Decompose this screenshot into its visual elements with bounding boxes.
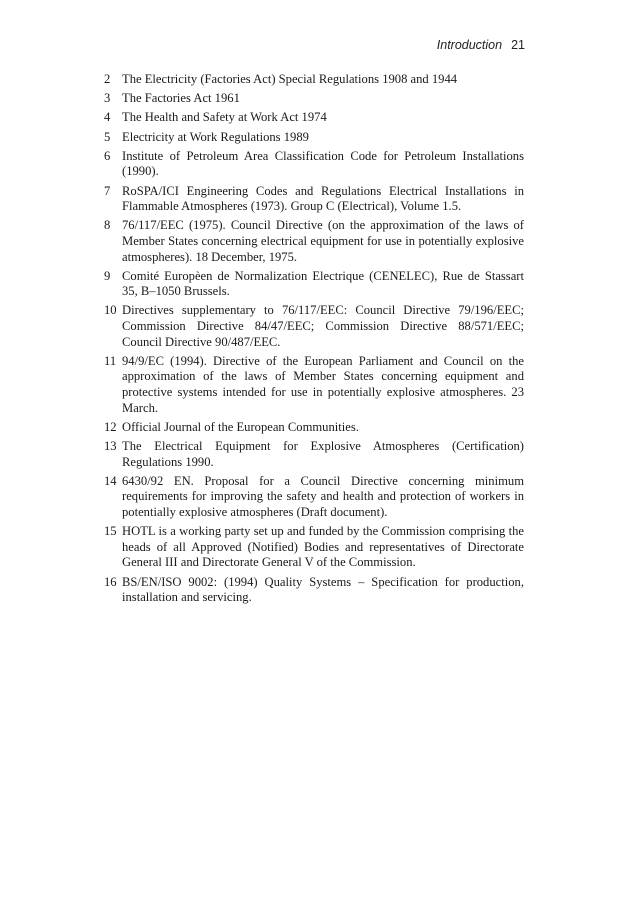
reference-item — [104, 91, 524, 107]
reference-item — [104, 354, 524, 416]
reference-text: The Health and Safety at Work Act 1974 — [122, 110, 327, 125]
reference-item — [104, 524, 524, 571]
reference-item — [104, 439, 524, 470]
reference-item — [104, 218, 524, 265]
reference-number: 14 — [104, 473, 117, 488]
reference-item — [104, 149, 524, 180]
reference-number: 7 — [104, 183, 111, 198]
reference-text: 94/9/EC (1994). Directive of the European Parliament and Council on the approximation of the laws of Member States concerning equipment and protective systems intended for use in potentially explosive atmospheres. 23 March. — [122, 353, 524, 415]
reference-text: Institute of Petroleum Area Classification Code for Petroleum Installations (1990). — [122, 148, 524, 179]
reference-item — [104, 184, 524, 215]
reference-number: 15 — [104, 524, 117, 539]
reference-number: 13 — [104, 439, 117, 453]
reference-number: 10 — [104, 303, 117, 318]
reference-text: The Factories Act 1961 — [122, 91, 240, 106]
reference-text: Electricity at Work Regulations 1989 — [122, 129, 309, 144]
reference-item — [104, 303, 524, 350]
reference-number: 6 — [104, 148, 111, 163]
reference-number: 8 — [104, 218, 111, 233]
reference-text: Directives supplementary to 76/117/EEC: Council Directive 79/196/EEC; Commission Directive 84/47/EEC; Commission Directive 88/571/EEC; Council Directive 90/487/EEC. — [122, 303, 524, 349]
reference-list — [104, 72, 524, 609]
reference-number: 3 — [104, 91, 111, 106]
reference-number: 4 — [104, 110, 111, 125]
reference-text: The Electrical Equipment for Explosive Atmospheres (Certification) Regulations 1990. — [122, 439, 524, 469]
reference-number: 2 — [104, 72, 111, 86]
reference-text: BS/EN/ISO 9002: (1994) Quality Systems – Specification for production, installation and servicing. — [122, 574, 524, 605]
reference-text: 6430/92 EN. Proposal for a Council Directive concerning minimum requirements for improving the safety and health and protection of workers in potentially explosive atmospheres (Draft document). — [122, 473, 524, 519]
reference-number: 9 — [104, 268, 111, 283]
reference-text: 76/117/EEC (1975). Council Directive (on the approximation of the laws of Member States concerning electrical equipment for use in potentially explosive atmospheres). 18 December, 1975. — [122, 218, 524, 264]
reference-number: 5 — [104, 129, 111, 144]
reference-item — [104, 575, 524, 606]
reference-item — [104, 72, 524, 88]
reference-item — [104, 474, 524, 521]
reference-text: Comité Europèen de Normalization Electrique (CENELEC), Rue de Stassart 35, B–1050 Brussels. — [122, 268, 524, 299]
reference-text: HOTL is a working party set up and funded by the Commission comprising the heads of all Approved (Notified) Bodies and representatives of Directorate General III and Directorate General V of the Commission. — [122, 524, 524, 570]
reference-item — [104, 110, 524, 126]
reference-item — [104, 269, 524, 300]
running-header — [437, 38, 525, 52]
reference-number: 12 — [104, 419, 117, 434]
header-section-title: Introduction — [436, 38, 503, 52]
reference-item — [104, 130, 524, 146]
reference-text: Official Journal of the European Communities. — [122, 419, 359, 434]
page-number: 21 — [511, 38, 525, 52]
reference-text: The Electricity (Factories Act) Special Regulations 1908 and 1944 — [122, 72, 458, 86]
reference-item — [104, 420, 524, 436]
reference-number: 11 — [104, 353, 117, 368]
reference-number: 16 — [104, 574, 117, 589]
reference-text: RoSPA/ICI Engineering Codes and Regulations Electrical Installations in Flammable Atmospheres (1973). Group C (Electrical), Volume 1.5. — [122, 183, 524, 214]
